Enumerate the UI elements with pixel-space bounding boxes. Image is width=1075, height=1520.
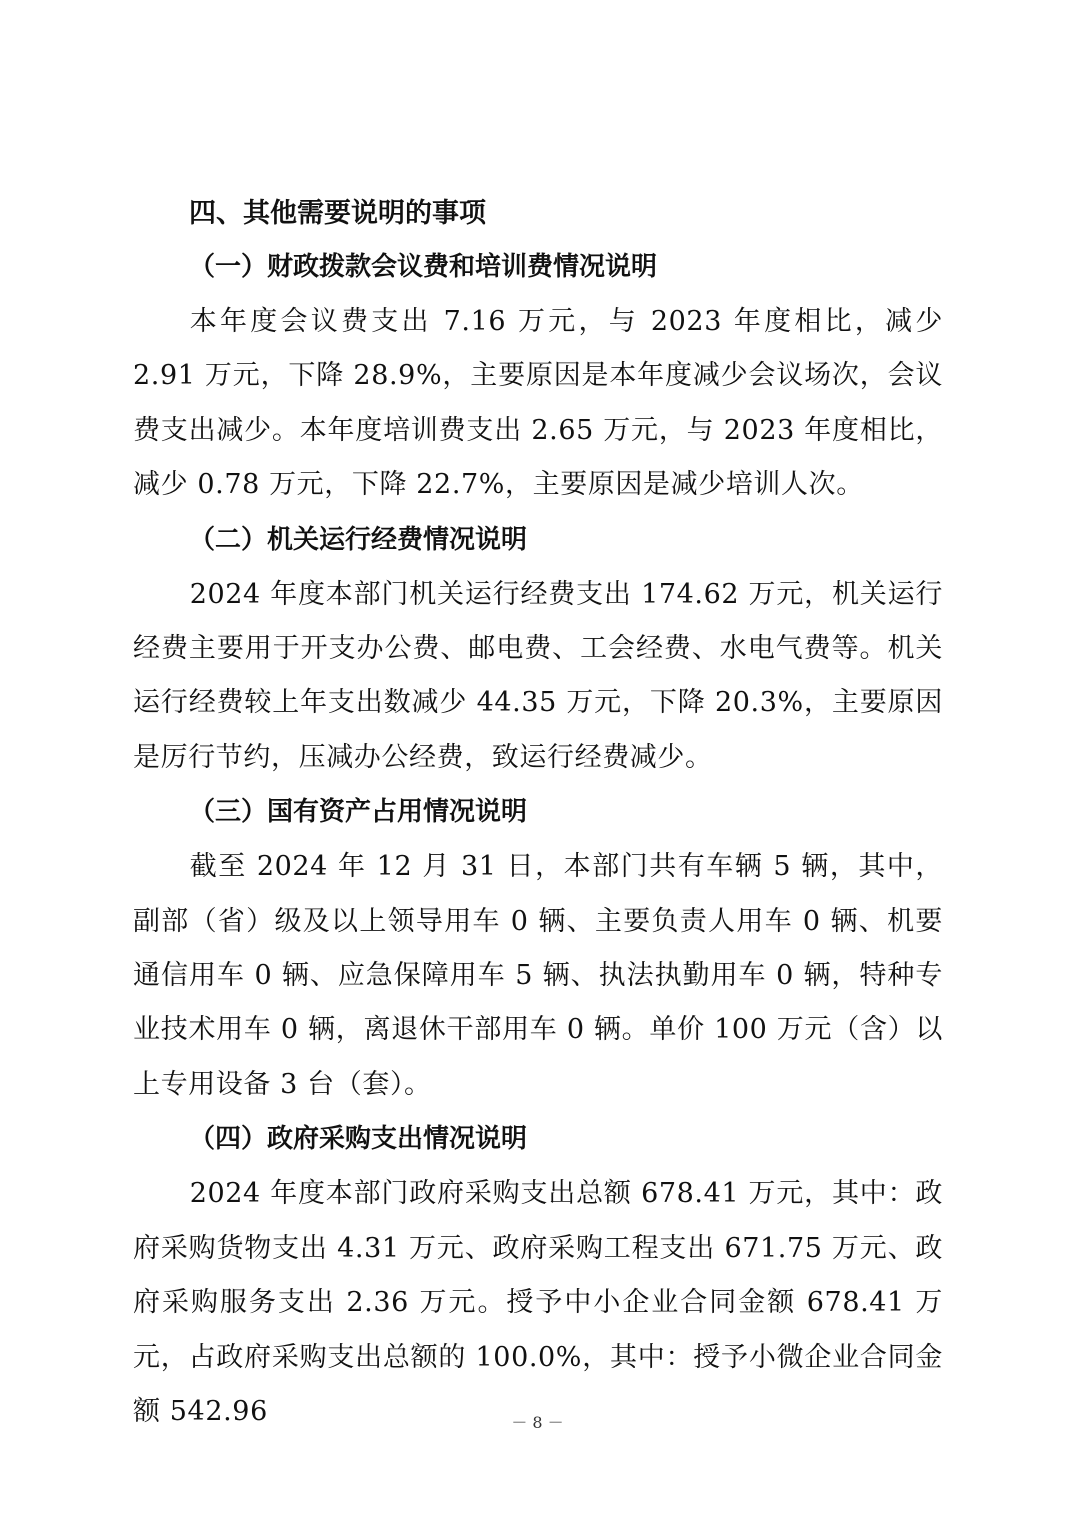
paragraph-operating-expenses: 2024 年度本部门机关运行经费支出 174.62 万元，机关运行经费主要用于开支办公费、邮电费、工会经费、水电气费等。机关运行经费较上年支出数减少 44.35 万元，下降 20.3%，主要原因是厉行节约，压减办公经费，致运行经费减少。 [133,578,943,773]
section-title: 四、其他需要说明的事项 [189,198,486,229]
paragraph-procurement: 2024 年度本部门政府采购支出总额 678.41 万元，其中：政府采购货物支出 4.31 万元、政府采购工程支出 671.75 万元、政府采购服务支出 2.36 万元。授予中小企业合同金额 678.41 万元，占政府采购支出总额的 100.0%，其中：授予小微企业合同金额 542.96 [133,1178,943,1427]
paragraph-state-assets: 截至 2024 年 12 月 31 日，本部门共有车辆 5 辆，其中，副部（省）级及以上领导用车 0 辆、主要负责人用车 0 辆、机要通信用车 0 辆、应急保障用车 5 辆、执法执勤用车 0 辆，特种专业技术用车 0 辆，离退休干部用车 0 辆。单价 100 万元（含）以上专用设备 3 台（套）。 [133,851,943,1100]
page-number: － 8 － [511,1413,564,1432]
paragraph-meeting-training: 本年度会议费支出 7.16 万元，与 2023 年度相比，减少 2.91 万元，下降 28.9%，主要原因是本年度减少会议场次，会议费支出减少。本年度培训费支出 2.65 万元，与 2023 年度相比，减少 0.78 万元，下降 22.7%，主要原因是减少培训人次。 [133,306,943,501]
subsection-title-meeting-training: （一）财政拨款会议费和培训费情况说明 [189,252,658,282]
subsection-title-operating-expenses: （二）机关运行经费情况说明 [189,524,528,555]
subsection-title-state-assets: （三）国有资产占用情况说明 [189,797,528,828]
document-body [133,188,943,1439]
subsection-title-procurement: （四）政府采购支出情况说明 [189,1124,528,1155]
